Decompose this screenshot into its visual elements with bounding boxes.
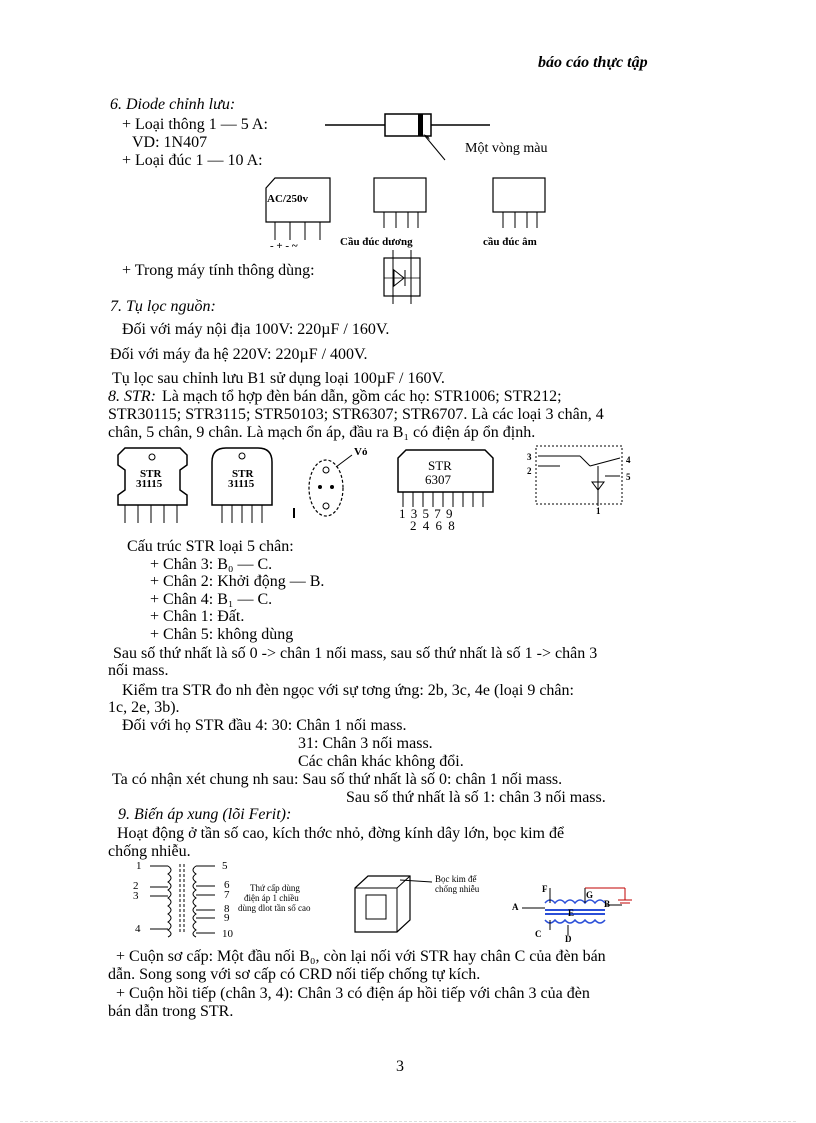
- page-bottom-rule: [20, 1121, 796, 1122]
- positive-bridge-label: Cầu đúc dương: [340, 236, 413, 248]
- tf-pin-10: 10: [222, 928, 233, 940]
- capacitor-multisystem: Đối với máy đa hệ 220V: 220µF / 400V.: [110, 346, 368, 363]
- str-pin-5: + Chân 5: không dùng: [150, 626, 294, 643]
- diode-type-2: + Loại đúc 1 — 10 A:: [122, 152, 263, 169]
- str-family-1: Đối với họ STR đầu 4: 30: Chân 1 nối mass.: [122, 717, 407, 734]
- schematic-pin-5: 5: [626, 472, 631, 482]
- schematic-letter-a: A: [512, 902, 519, 912]
- tf-pin-5: 5: [222, 860, 228, 872]
- schematic-letter-b: B: [604, 899, 611, 909]
- str-intro-1: Là mạch tổ hợp đèn bán dẫn, gồm các họ: STR1006; STR212;: [162, 388, 562, 405]
- str-pin-3: + Chân 3: B₀ — C.: [150, 556, 273, 573]
- shield-label-1: Bọc kim để: [435, 874, 477, 884]
- str-odd-pins: 1 3 5 7 9: [399, 506, 453, 521]
- schematic-letter-g: G: [586, 890, 594, 900]
- secondary-label-3: dùng dlot tần số cao: [238, 903, 311, 913]
- str-pin-4: + Chân 4: B₁ — C.: [150, 591, 273, 608]
- str-6307-label: STR: [428, 458, 452, 473]
- schematic-letter-d: D: [565, 934, 572, 944]
- schematic-letter-e: E: [568, 908, 575, 918]
- diode-type-1: + Loại thông 1 — 5 A:: [122, 116, 268, 133]
- str-pin-1: + Chân 1: Đất.: [150, 608, 245, 625]
- schematic-pin-3: 3: [527, 452, 532, 462]
- schematic-pin-1: 1: [596, 506, 601, 516]
- bridge-pin-marks: - + - ~: [270, 240, 298, 252]
- tf-pin-4: 4: [135, 923, 141, 935]
- section-8-heading: 8. STR:: [108, 388, 156, 405]
- schematic-letter-f: F: [542, 884, 548, 894]
- pc-diode-line: + Trong máy tính thông dùng:: [122, 262, 315, 279]
- capacitor-domestic: Đối với máy nội địa 100V: 220µF / 160V.: [122, 321, 390, 338]
- str-mass-note-1: Sau số thứ nhất là số 0 -> chân 1 nối mass, sau số thứ nhất là số 1 -> chân 3: [113, 645, 598, 662]
- tf-pin-2: 2: [133, 880, 139, 892]
- transformer-desc-1: Hoạt động ở tần số cao, kích thớc nhỏ, đờng kính dây lớn, bọc kim để: [117, 825, 565, 842]
- str-family-3: Các chân khác không đổi.: [298, 753, 464, 770]
- color-ring-label: Một vòng màu: [465, 141, 548, 156]
- section-6-heading: 6. Diode chỉnh lưu:: [110, 96, 236, 113]
- str-structure-title: Cấu trúc STR loại 5 chân:: [127, 538, 294, 555]
- str-chip-1-number: 31115: [136, 478, 163, 490]
- primary-coil-1: + Cuộn sơ cấp: Một đầu nối B₀, còn lại nối với STR hay chân C của đèn bán: [116, 948, 606, 965]
- str-remark-2: Sau số thứ nhất là số 1: chân 3 nối mass.: [346, 789, 606, 806]
- str-test-1: Kiểm tra STR đo nh đèn ngọc với sự tơng ứng: 2b, 3c, 4e (loại 9 chân:: [122, 682, 574, 699]
- page-header: báo cáo thực tập: [538, 54, 648, 71]
- str-family-2: 31: Chân 3 nối mass.: [298, 735, 433, 752]
- capacitor-b1: Tụ lọc sau chỉnh lưu B1 sử dụng loại 100µF / 160V.: [112, 370, 445, 387]
- schematic-pin-4: 4: [626, 455, 631, 465]
- schematic-pin-2: 2: [527, 466, 532, 476]
- primary-coil-2: dẫn. Song song với sơ cấp có CRD nối tiếp chống tự kích.: [108, 966, 481, 983]
- bridge-rating-label: AC/250v: [267, 193, 308, 205]
- page-number: 3: [396, 1058, 404, 1075]
- str-even-pins: 2 4 6 8: [410, 518, 455, 533]
- diode-example: VD: 1N407: [132, 134, 208, 151]
- tf-pin-6: 6: [224, 879, 230, 891]
- str-6307-number: 6307: [425, 472, 451, 487]
- str-chip-1-label: STR: [140, 468, 162, 480]
- transformer-desc-2: chống nhiễu.: [108, 843, 191, 860]
- tf-pin-1: 1: [136, 860, 142, 872]
- str-mass-note-2: nối mass.: [108, 662, 169, 679]
- str-intro-3: chân, 5 chân, 9 chân. Là mạch ổn áp, đầu ra B₁ có điện áp ổn định.: [108, 424, 536, 441]
- str-test-2: 1c, 2e, 3b).: [108, 699, 180, 716]
- tf-pin-3: 3: [133, 890, 139, 902]
- schematic-letter-c: C: [535, 929, 542, 939]
- feedback-coil-2: bán dẫn trong STR.: [108, 1003, 234, 1020]
- section-9-heading: 9. Biến áp xung (lõi Ferit):: [118, 806, 292, 823]
- tf-pin-7: 7: [224, 889, 230, 901]
- shield-label-2: chống nhiễu: [435, 884, 480, 894]
- str-remark-1: Ta có nhận xét chung nh sau: Sau số thứ nhất là số 0: chân 1 nối mass.: [112, 771, 563, 788]
- str-intro-2: STR30115; STR3115; STR50103; STR6307; STR6707. Là các loại 3 chân, 4: [108, 406, 604, 423]
- str-chip-2-label: STR: [232, 468, 254, 480]
- str-chip-2-number: 31115: [228, 478, 255, 490]
- negative-bridge-label: cầu đúc âm: [483, 236, 537, 248]
- tf-pin-9: 9: [224, 912, 230, 924]
- section-7-heading: 7. Tụ lọc nguồn:: [110, 298, 216, 315]
- feedback-coil-1: + Cuộn hồi tiếp (chân 3, 4): Chân 3 có điện áp hồi tiếp với chân 3 của đèn: [116, 985, 590, 1002]
- str-pin-2: + Chân 2: Khởi động — B.: [150, 573, 325, 590]
- casing-label: Vỏ: [354, 446, 368, 458]
- secondary-label-1: Thứ cấp dùng: [250, 883, 300, 893]
- secondary-label-2: điện áp 1 chiều: [244, 893, 299, 903]
- tf-pin-8: 8: [224, 903, 230, 915]
